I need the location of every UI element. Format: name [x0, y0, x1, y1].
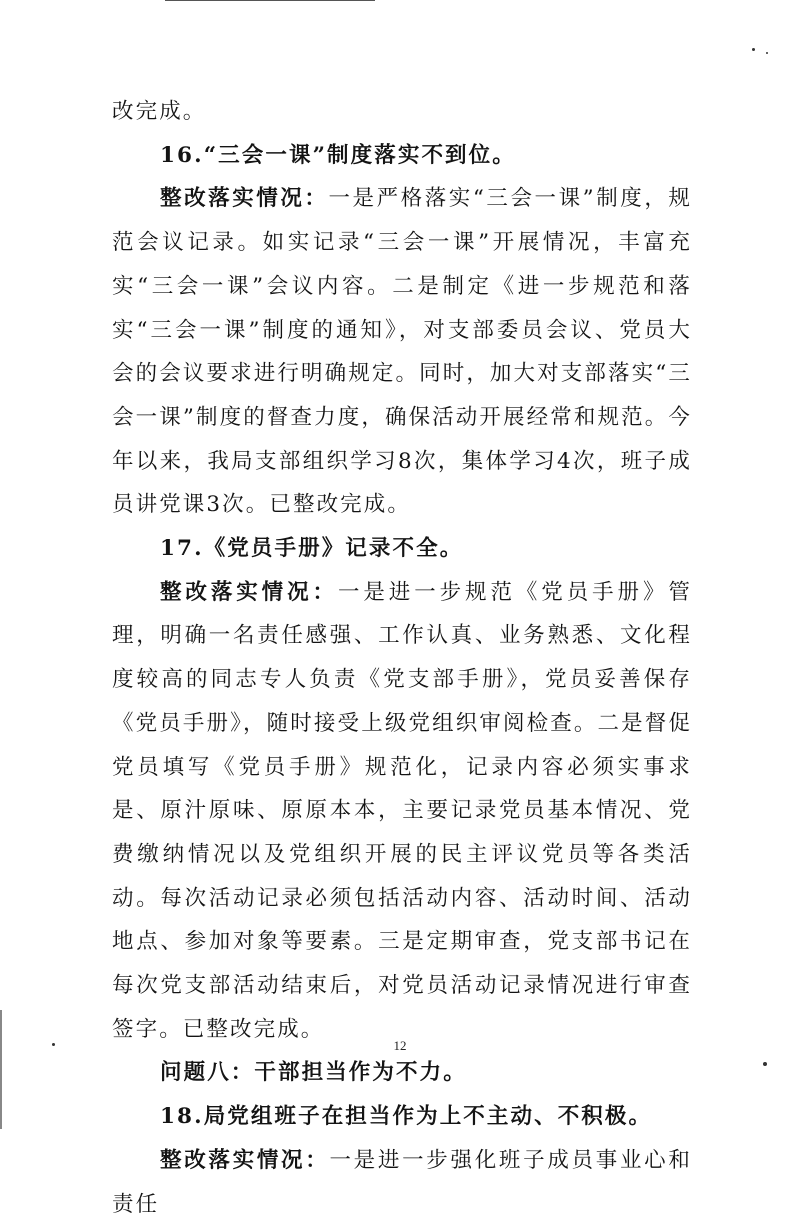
paragraph-continuation	[112, 90, 692, 134]
paragraph-rectification-17	[112, 571, 692, 1052]
paragraph-text: 一是进一步强化班子成员事业心和责任	[112, 1147, 692, 1217]
section-heading-16	[112, 134, 692, 178]
page-number: 12	[393, 1038, 407, 1053]
scan-left-edge-mark	[0, 1010, 2, 1129]
paragraph-text: 一是进一步规范《党员手册》管理，明确一名责任感强、工作认真、业务熟悉、文化程度较高的同志专人负责《党支部手册》，党员妥善保存《党员手册》，随时接受上级党组织审阅检查。二是督促党员填写《党员手册》规范化，记录内容必须实事求是、原汁原味、原原本本，主要记录党员基本情况、党费缴纳情况以及党组织开展的民主评议党员等各类活动。每次活动记录必须包括活动内容、活动时间、活动地点、参加对象等要素。三是定期审查，党支部书记在每次党支部活动结束后，对党员活动记录情况进行审查签字。已整改完成。	[112, 579, 692, 1042]
paragraph-rectification-18	[112, 1139, 692, 1226]
document-body	[112, 90, 692, 1226]
heading-text: 17.《党员手册》记录不全。	[160, 536, 464, 562]
scan-speck	[766, 52, 768, 54]
rectification-label: 整改落实情况：	[160, 1147, 330, 1173]
scan-speck	[752, 48, 755, 51]
section-heading-17	[112, 527, 692, 571]
scan-top-line	[165, 0, 375, 1]
scan-speck	[763, 1062, 767, 1066]
paragraph-rectification-16	[112, 177, 692, 527]
heading-text: 16.“三会一课”制度落实不到位。	[160, 142, 516, 168]
problem-heading-8	[112, 1051, 692, 1095]
heading-text: 18.局党组班子在担当作为上不主动、不积极。	[160, 1104, 653, 1130]
rectification-label: 整改落实情况：	[160, 186, 329, 212]
paragraph-text: 一是严格落实“三会一课”制度，规范会议记录。如实记录“三会一课”开展情况，丰富充实“三会一课”会议内容。二是制定《进一步规范和落实“三会一课”制度的通知》，对支部委员会议、党员大会的会议要求进行明确规定。同时，加大对支部落实“三会一课”制度的督查力度，确保活动开展经常和规范。今年以来，我局支部组织学习8次，集体学习4次，班子成员讲党课3次。已整改完成。	[112, 186, 692, 518]
heading-text: 问题八：干部担当作为不力。	[160, 1060, 467, 1086]
section-heading-18	[112, 1095, 692, 1139]
paragraph-text: 改完成。	[112, 99, 207, 124]
rectification-label: 整改落实情况：	[160, 579, 338, 605]
